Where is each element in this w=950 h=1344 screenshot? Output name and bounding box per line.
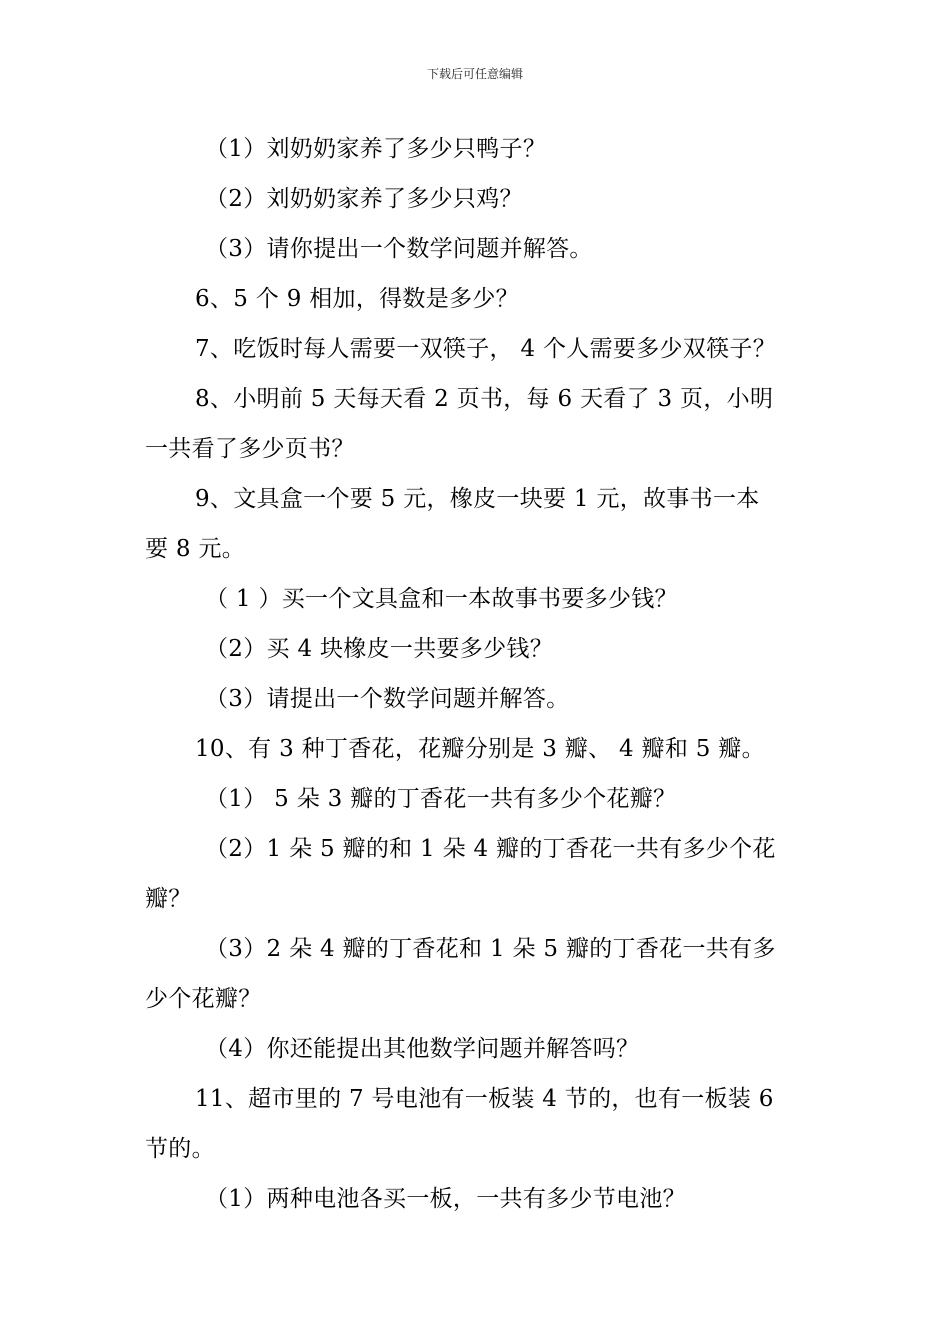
question-line: （2）1 朵 5 瓣的和 1 朵 4 瓣的丁香花一共有多少个花 [205, 836, 776, 862]
question-line: 少个花瓣？ [145, 986, 262, 1012]
question-line: （3）请提出一个数学问题并解答。 [205, 686, 570, 712]
question-line: （1） 5 朵 3 瓣的丁香花一共有多少个花瓣？ [205, 786, 677, 812]
question-line: （3）2 朵 4 瓣的丁香花和 1 朵 5 瓣的丁香花一共有多 [205, 936, 776, 962]
question-line: （4）你还能提出其他数学问题并解答吗？ [205, 1036, 640, 1062]
question-line: 6、5 个 9 相加，得数是多少？ [195, 286, 519, 312]
page-header: 下载后可任意编辑 [426, 67, 523, 81]
question-line: （ 1 ）买一个文具盒和一本故事书要多少钱？ [205, 586, 678, 612]
document-body [145, 124, 810, 1224]
question-line: 7、吃饭时每人需要一双筷子， 4 个人需要多少双筷子？ [195, 336, 776, 362]
question-line: 一共看了多少页书？ [145, 436, 355, 462]
question-line: 要 8 元。 [145, 536, 246, 562]
question-line: 节的。 [145, 1136, 215, 1162]
question-line: （2）买 4 块橡皮一共要多少钱？ [205, 636, 553, 662]
question-line: 瓣？ [145, 886, 192, 912]
question-line: 9、文具盒一个要 5 元，橡皮一块要 1 元，故事书一本 [195, 486, 760, 512]
question-line: （2）刘奶奶家养了多少只鸡？ [205, 186, 523, 212]
question-line: （1）两种电池各买一板，一共有多少节电池？ [205, 1186, 686, 1212]
question-line: 8、小明前 5 天每天看 2 页书，每 6 天看了 3 页，小明 [195, 386, 774, 412]
question-line: （3）请你提出一个数学问题并解答。 [205, 236, 593, 262]
question-line: （1）刘奶奶家养了多少只鸭子？ [205, 136, 547, 162]
question-line: 10、有 3 种丁香花，花瓣分别是 3 瓣、 4 瓣和 5 瓣。 [195, 736, 765, 762]
question-line: 11、超市里的 7 号电池有一板装 4 节的，也有一板装 6 [195, 1086, 774, 1112]
